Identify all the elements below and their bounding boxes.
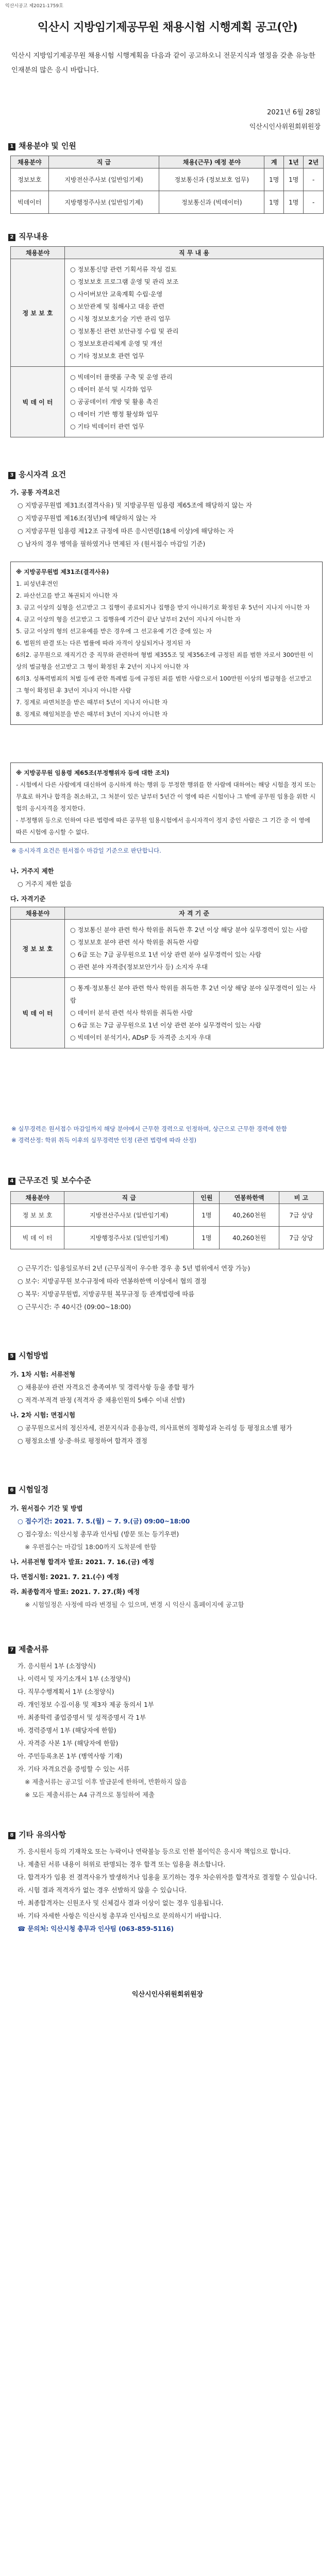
table-header: 직 무 내 용 <box>65 247 324 259</box>
table-cell: 지방전산주사보 (일반임기제) <box>64 1204 194 1227</box>
condition-line: ○ 근무기간: 임용일로부터 2년 (근무실적이 우수한 경우 총 5년 범위에서 연장 가능) <box>18 1265 250 1272</box>
table-row <box>11 259 324 367</box>
duty-table <box>10 246 324 437</box>
table-cell: 정보통신과 (빅데이터) <box>159 191 264 214</box>
recruit-table <box>10 156 324 214</box>
table-header: 채용분야 <box>11 907 65 920</box>
duty-item: ○ 기타 빅데이터 관련 업무 <box>70 423 144 430</box>
salary-table <box>10 1191 324 1249</box>
section-number: 1 <box>8 143 15 150</box>
note-line: ※ 실무경력은 원서접수 마감일까지 해당 분야에서 근무한 경력으로 인정하며, 상근으로 근무한 경력에 한함 <box>11 1125 287 1132</box>
exam-schedule <box>10 1500 326 1612</box>
condition-line: ○ 보수: 지방공무원 보수규정에 따라 연봉하한액 이상에서 협의 결정 <box>18 1278 207 1285</box>
document-line: 다. 직무수행계획서 1부 (소정양식) <box>18 1688 114 1696</box>
box-line: 8. 징계로 해임처분을 받은 때부터 3년이 지나지 아니한 자 <box>16 710 168 718</box>
table-cell: 7급 상당 <box>279 1204 323 1227</box>
document-line: ※ 제출서류는 공고일 이후 발급분에 한하며, 반환하지 않음 <box>25 1778 187 1786</box>
table-header: 2년 <box>304 156 324 168</box>
section-title: 시험일정 <box>19 1485 48 1494</box>
qualification-note: ※ 응시자격 요건은 원서접수 마감일 기준으로 판단합니다. <box>11 847 161 854</box>
table-cell: 지방행정주사보 (일반임기제) <box>64 1227 194 1249</box>
duty-item: ○ 기타 정보보호 관련 업무 <box>70 352 144 360</box>
table-cell: 40,260천원 <box>220 1204 279 1227</box>
section-5-heading <box>8 1350 48 1361</box>
method-line: ○ 공무원으로서의 정신자세, 전문지식과 응용능력, 의사표현의 정확성과 논리성 등 평정요소별 평가 <box>18 1425 292 1432</box>
box-line: 5. 금고 이상의 형의 선고유예를 받은 경우에 그 선고유예 기간 중에 있는 자 <box>16 628 212 635</box>
document-line: 라. 개인정보 수집·이용 및 제3자 제공 동의서 1부 <box>18 1701 154 1708</box>
qual-line: ○ 남자의 경우 병역을 필하였거나 면제된 자 (원서접수 마감일 기준) <box>18 540 206 548</box>
table-header: 1년 <box>283 156 304 168</box>
notice-line: 나. 제출된 서류 내용이 허위로 판명되는 경우 합격 또는 임용을 취소합니다. <box>18 1861 226 1868</box>
duty-list <box>65 259 324 367</box>
box-line: 3. 금고 이상의 실형을 선고받고 그 집행이 종료되거나 집행을 받지 아니하기로 확정된 후 5년이 지나지 아니한 자 <box>16 604 310 611</box>
footer-authority: 익산시인사위원회위원장 <box>131 1991 204 1998</box>
condition-line: ○ 근무시간: 주 40시간 (09:00~18:00) <box>18 1303 131 1311</box>
table-row <box>11 978 324 1048</box>
duty-item: ○ 빅데이터 플랫폼 구축 및 운영 관리 <box>70 374 173 381</box>
document-line: 나. 이력서 및 자기소개서 1부 (소정양식) <box>18 1675 131 1683</box>
exam-method <box>10 1366 326 1448</box>
requirement-table <box>10 907 324 1048</box>
box-line: - 부정행위 등으로 인하여 다른 법령에 따른 공무원 임용시험에서 응시자격이 정지 중인 사람은 그 기간 중 이 영에 따른 시험에 응시할 수 없다. <box>16 817 310 836</box>
job-field: 빅 데 이 터 <box>11 367 65 437</box>
subsection-heading: 다. 자격기준 <box>10 895 46 903</box>
section-number: 8 <box>8 1832 15 1839</box>
table-cell: 1명 <box>264 191 284 214</box>
section-number: 2 <box>8 234 15 241</box>
section-title: 제출서류 <box>19 1645 48 1654</box>
table-header-row <box>11 156 324 168</box>
section-number: 5 <box>8 1353 15 1360</box>
requirement-item: ○ 정보보호 분야 관련 석사 학위를 취득한 사람 <box>70 939 199 946</box>
schedule-line: ※ 우편접수는 마감일 18:00까지 도착분에 한함 <box>25 1544 157 1551</box>
section-number: 4 <box>8 1178 15 1185</box>
table-cell: 40,260천원 <box>220 1227 279 1249</box>
document-line: 사. 자격증 사본 1부 (해당자에 한함) <box>18 1740 119 1747</box>
qual-line: ○ 거주지 제한 없음 <box>18 880 72 888</box>
box-title: ※ 지방공무원법 제31조(결격사유) <box>16 568 109 575</box>
box-line: 7. 징계로 파면처분을 받은 때부터 5년이 지나지 아니한 자 <box>16 699 168 706</box>
qual-line: ○ 지방공무원법 제31조(결격사유) 및 지방공무원 임용령 제65조에 해당하지 않는 자 <box>18 502 253 509</box>
requirement-item: ○ 정보통신 분야 관련 학사 학위를 취득한 후 2년 이상 해당 분야 실무경력이 있는 사람 <box>70 926 308 934</box>
notice-line: 가. 응시원서 등의 기재착오 또는 누락이나 연락불능 등으로 인한 불이익은 응시자 책임으로 합니다. <box>18 1848 291 1855</box>
section-title: 근무조건 및 보수수준 <box>19 1176 91 1185</box>
duty-item: ○ 데이터 기반 행정 활성화 업무 <box>70 411 159 418</box>
table-cell: - <box>304 191 324 214</box>
requirement-list <box>65 978 324 1048</box>
table-row <box>11 1227 324 1249</box>
subsection-heading: 가. 공통 자격요건 <box>10 489 60 496</box>
table-row <box>11 168 324 191</box>
contact-line: ☎ 문의처: 익산시청 총무과 인사팀 (063-859-5116) <box>18 1925 174 1933</box>
table-cell: 지방행정주사보 (일반임기제) <box>48 191 159 214</box>
document-line: 자. 기타 자격요건을 증빙할 수 있는 서류 <box>18 1766 130 1773</box>
section-4-heading <box>8 1175 91 1185</box>
table-header: 채용분야 <box>11 1192 64 1204</box>
section-1-heading <box>8 140 76 151</box>
section-title: 기타 유의사항 <box>19 1830 66 1839</box>
job-field: 빅 데 이 터 <box>11 978 65 1048</box>
table-cell: 1명 <box>264 168 284 191</box>
job-field: 정 보 보 호 <box>11 920 65 978</box>
duty-item: ○ 정보보호관리체계 운영 및 개선 <box>70 340 163 347</box>
duty-item: ○ 데이터 분석 및 시각화 업무 <box>70 386 153 393</box>
section-3-heading <box>8 469 66 480</box>
table-cell: 1명 <box>283 191 304 214</box>
table-header: 채용(근무) 예정 분야 <box>159 156 264 168</box>
document-line: 가. 응시원서 1부 (소정양식) <box>18 1663 96 1670</box>
disqualification-box <box>10 562 323 725</box>
notice-line: 마. 최종합격자는 신원조사 및 신체검사 결과 이상이 없는 경우 임용됩니다. <box>18 1900 224 1907</box>
method-line: 나. 2차 시험: 면접시험 <box>10 1412 76 1419</box>
condition-line: ○ 복무: 지방공무원법, 지방공무원 복무규정 등 관계법령에 따름 <box>18 1291 195 1298</box>
requirement-item: ○ 빅데이터 분석기사, ADsP 등 자격증 소지자 우대 <box>70 1034 211 1041</box>
table-cell: 7급 상당 <box>279 1227 323 1249</box>
requirement-item: ○ 6급 또는 7급 공무원으로 1년 이상 관련 분야 실무경력이 있는 사람 <box>70 1022 261 1029</box>
requirement-item: ○ 데이터 분석 관련 석사 학위를 취득한 사람 <box>70 1009 193 1016</box>
duty-item: ○ 보안관제 및 침해사고 대응 관련 <box>70 303 165 310</box>
requirement-list <box>65 920 324 978</box>
duty-item: ○ 시청 정보보호기술 기반 관리 업무 <box>70 315 171 323</box>
requirement-item: ○ 6급 또는 7급 공무원으로 1년 이상 관련 분야 실무경력이 있는 사람 <box>70 951 261 958</box>
box-line: 1. 피성년후견인 <box>16 580 58 587</box>
section-8-heading <box>8 1829 66 1840</box>
schedule-line: 라. 최종합격자 발표: 2021. 7. 27.(화) 예정 <box>10 1588 140 1596</box>
table-cell: 지방전산주사보 (일반임기제) <box>48 168 159 191</box>
announce-date: 2021년 6월 28일 <box>267 109 321 116</box>
table-cell: 1명 <box>194 1204 220 1227</box>
table-header: 비 고 <box>279 1192 323 1204</box>
table-cell: 빅 데 이 터 <box>11 1227 64 1249</box>
section-title: 직무내용 <box>19 232 48 241</box>
table-cell: 정보통신과 (정보보호 업무) <box>159 168 264 191</box>
residence-limit <box>10 863 326 906</box>
announce-authority: 익산시인사위원회위원장 <box>249 123 321 131</box>
table-header: 채용분야 <box>11 156 49 168</box>
box-line: 6. 법원의 판결 또는 다른 법률에 따라 자격이 상실되거나 정지된 자 <box>16 639 191 647</box>
section-number: 3 <box>8 472 15 479</box>
method-line: 가. 1차 시험: 서류전형 <box>10 1371 76 1378</box>
qual-line: ○ 지방공무원법 제16조(정년)에 해당하지 않는 자 <box>18 515 157 522</box>
requirement-item: ○ 관련 분야 자격증(정보보안기사 등) 소지자 우대 <box>70 963 208 971</box>
method-line: ○ 적격·부적격 판정 (적격자 중 채용인원의 5배수 이내 선발) <box>18 1397 185 1404</box>
section-2-heading <box>8 231 48 242</box>
schedule-line: ○ 접수장소: 익산시청 총무과 인사팀 (방문 또는 등기우편) <box>18 1531 179 1538</box>
box-line: 6의2. 공무원으로 재직기간 중 직무와 관련하여 형법 제355조 및 제356조에 규정된 죄를 범한 자로서 300만원 이상의 벌금형을 선고받고 그 형이 확정된 후 2년이 지나지 아니한 자 <box>16 651 313 670</box>
qual-line: ○ 지방공무원 임용령 제12조 규정에 따른 응시연령(18세 이상)에 해당하는 자 <box>18 528 234 535</box>
table-cell: 정 보 보 호 <box>11 1204 64 1227</box>
section-title: 시험방법 <box>19 1351 48 1360</box>
table-header: 인원 <box>194 1192 220 1204</box>
box-line: 2. 파산선고를 받고 복권되지 아니한 자 <box>16 592 118 599</box>
table-header: 계 <box>264 156 284 168</box>
table-cell: 1명 <box>194 1227 220 1249</box>
document-reference: 익산시공고 제2021-1759호 <box>5 4 63 9</box>
schedule-line: 가. 원서접수 기간 및 방법 <box>10 1505 83 1512</box>
subsection-heading: 나. 거주지 제한 <box>10 868 54 875</box>
table-row <box>11 920 324 978</box>
duty-item: ○ 공공데이터 개방 및 활용 촉진 <box>70 398 159 405</box>
notice-line: 라. 시험 결과 적격자가 없는 경우 선발하지 않을 수 있습니다. <box>18 1887 187 1894</box>
section-number: 7 <box>8 1647 15 1654</box>
table-row <box>11 191 324 214</box>
section-title: 채용분야 및 인원 <box>19 141 76 150</box>
experience-notes <box>11 1123 324 1146</box>
note-line: ※ 경력산정: 학위 취득 이후의 실무경력만 인정 (관련 법령에 따라 산정) <box>11 1137 196 1144</box>
qualification-common <box>10 484 326 551</box>
requirement-item: ○ 통계·정보통신 분야 관련 학사 학위를 취득한 후 2년 이상 해당 분야 실무경력이 있는 사람 <box>70 985 316 1004</box>
section-number: 6 <box>8 1487 15 1494</box>
page-title: 익산시 지방임기제공무원 채용시험 시행계획 공고(안) <box>37 21 298 34</box>
table-cell: 1명 <box>283 168 304 191</box>
document-line: 마. 최종학력 졸업증명서 및 성적증명서 각 1부 <box>18 1714 146 1721</box>
schedule-line: 나. 서류전형 합격자 발표: 2021. 7. 16.(금) 예정 <box>10 1558 155 1566</box>
table-cell: 정보보호 <box>11 168 49 191</box>
section-6-heading <box>8 1484 48 1495</box>
duty-item: ○ 정보보호 프로그램 운영 및 관리 보조 <box>70 278 179 285</box>
table-header: 직 급 <box>48 156 159 168</box>
duty-item: ○ 사이버보안 교육계획 수립·운영 <box>70 291 163 298</box>
table-header: 연봉하한액 <box>220 1192 279 1204</box>
table-header-row <box>11 247 324 259</box>
duty-item: ○ 정보통신망 관련 기획서류 작성 검토 <box>70 266 177 273</box>
schedule-line: ※ 시험일정은 사정에 따라 변경될 수 있으며, 변경 시 익산시 홈페이지에 공고함 <box>25 1601 244 1608</box>
notice-line: 바. 기타 자세한 사항은 익산시청 총무과 인사팀으로 문의하시기 바랍니다. <box>18 1912 222 1920</box>
document-line: 바. 경력증명서 1부 (해당자에 한함) <box>18 1727 116 1734</box>
notice-line: 다. 합격자가 임용 전 결격사유가 발생하거나 임용을 포기하는 경우 차순위자를 합격자로 결정할 수 있습니다. <box>18 1874 317 1881</box>
method-line: ○ 평정요소별 상·중·하로 평정하여 합격자 결정 <box>18 1437 147 1445</box>
document-line: 아. 주민등록초본 1부 (병역사항 기재) <box>18 1753 123 1760</box>
table-row <box>11 367 324 437</box>
duty-list <box>65 367 324 437</box>
table-header-row <box>11 907 324 920</box>
table-header-row <box>11 1192 324 1204</box>
box-title: ※ 지방공무원 임용령 제65조(부정행위자 등에 대한 조치) <box>16 769 170 776</box>
job-field: 정 보 보 호 <box>11 259 65 367</box>
date-authority <box>249 106 321 134</box>
box-line: 4. 금고 이상의 형을 선고받고 그 집행유예 기간이 끝난 날부터 2년이 지나지 아니한 자 <box>16 616 241 623</box>
table-header: 자 격 기 준 <box>65 907 324 920</box>
notices <box>10 1845 326 1936</box>
section-title: 응시자격 요건 <box>19 470 66 479</box>
misconduct-box <box>10 762 323 843</box>
table-cell: - <box>304 168 324 191</box>
work-conditions <box>10 1262 326 1314</box>
table-cell: 빅데이터 <box>11 191 49 214</box>
method-line: ○ 채용분야 관련 자격요건 충족여부 및 경력사항 등을 종합 평가 <box>18 1384 194 1391</box>
duty-item: ○ 정보통신 관련 보안규정 수립 및 관리 <box>70 328 179 335</box>
schedule-line: ○ 접수기간: 2021. 7. 5.(월) ~ 7. 9.(금) 09:00~18:00 <box>18 1518 190 1525</box>
schedule-line: 다. 면접시험: 2021. 7. 21.(수) 예정 <box>10 1573 120 1581</box>
box-line: - 시험에서 다른 사람에게 대신하여 응시하게 하는 행위 등 부정한 행위를 한 사람에 대하여는 해당 시험을 정지 또는 무효로 하거나 합격을 취소하고, 그 처분이 있은 날부터 5년간 이 영에 따른 시험이나 그 밖에 공무원 임용을 위한 시험의 응시자격을 정지한다. <box>16 781 316 812</box>
required-documents <box>10 1660 326 1802</box>
box-line: 6의3. 성폭력범죄의 처벌 등에 관한 특례법 등에 규정된 죄를 범한 사람으로서 100만원 이상의 벌금형을 선고받고 그 형이 확정된 후 3년이 지나지 아니한 사람 <box>16 675 312 694</box>
table-header: 채용분야 <box>11 247 65 259</box>
section-7-heading <box>8 1643 48 1654</box>
table-row <box>11 1204 324 1227</box>
table-header: 직 급 <box>64 1192 194 1204</box>
intro-text: 익산시 지방임기제공무원 채용시험 시행계획을 다음과 같이 공고하오니 전문지식과 열정을 갖춘 유능한 인재분의 많은 응시 바랍니다. <box>11 52 315 74</box>
document-line: ※ 모든 제출서류는 A4 규격으로 통일하여 제출 <box>25 1791 155 1799</box>
